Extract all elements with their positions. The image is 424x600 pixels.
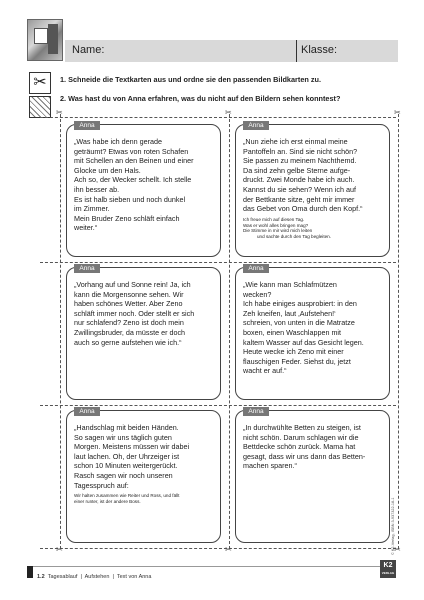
footer-breadcrumb: 1.2 Tagesablauf | Aufstehen | Text von Anna <box>37 574 152 580</box>
breadcrumb-item: Aufstehen <box>84 574 110 580</box>
reading-icon <box>29 96 51 118</box>
card-poem: Ich freue mich auf diesen Tag. Was er wohl alles bringen mag? Die Stimme in mir wird mich leiten und sachte durch den Tag begleiten. <box>243 216 331 240</box>
card-tag: Anna <box>243 121 269 130</box>
card-motto: Wir halten zusammen wie Reiter und Ross, und fällt einer runter, ist der andere Boss. <box>74 493 180 504</box>
card-text: „Nun ziehe ich erst einmal meine Pantoffeln an. Sind sie nicht schön? Sie passen zu meinem Nachthemd. Da sind zehn gelbe Sterne aufge- druckt. Zwei Monde habe ich auch. Kannst du sie sehen? Wenn ich auf der Bettkante sitze, geht mir immer das Gebet von Oma durch den Kopf.“ Ich freue mich auf diesen Tag. Was er wohl alles bringen mag? Die Stimme in mir wird mich leiten und sachte durch den Tag begleiten. <box>243 137 383 240</box>
logo-sub: VERLAG <box>381 571 395 575</box>
card-tag: Anna <box>243 407 269 416</box>
cut-line <box>40 548 396 549</box>
breadcrumb-item: Text von Anna <box>116 574 152 580</box>
footer-rule <box>27 566 380 567</box>
copyright-note: © K2-Verlag, ISBN 3-937322-18-1 <box>391 497 395 555</box>
card-text: „In durchwühlte Betten zu steigen, ist nicht schön. Darum schlagen wir die Bettdecke schön zurück. Mama hat gesagt, dass wir uns dann das Betten- machen sparen.“ <box>243 423 366 471</box>
text-card <box>66 410 221 543</box>
header-illustration <box>27 19 63 61</box>
footer-mark <box>27 566 33 578</box>
card-tag: Anna <box>74 407 100 416</box>
logo-main: K2 <box>383 562 393 569</box>
publisher-logo <box>380 560 396 578</box>
page-number: 1.2 <box>37 574 45 580</box>
card-text: „Vorhang auf und Sonne rein! Ja, ich kann die Morgensonne sehen. Wir haben schönes Wetter. Aber Zeno schläft immer noch. Oder stellt er sich nur schlafend? Zeno ist doch mein Zwillingsbruder, da müsste er doch auch so gerne aufstehen wie ich.“ <box>74 280 195 347</box>
card-text: „Handschlag mit beiden Händen. So sagen wir uns täglich guten Morgen. Meistens müssen wir dabei laut lachen. Oh, der Uhrzeiger ist schon 10 Minuten weitergerückt. Rasch sagen wir noch unseren Tagesspruch auf: Wir halten zusammen wie Reiter und Ross, und fällt einer runter, ist der andere Boss. <box>74 423 214 505</box>
scissors-mark-icon: ✂ <box>225 108 232 117</box>
breadcrumb-item: Tagesablauf <box>47 574 78 580</box>
card-tag: Anna <box>74 121 100 130</box>
card-tag: Anna <box>243 264 269 273</box>
cut-line <box>398 114 399 549</box>
cut-line <box>40 405 396 406</box>
card-text: „Wie kann man Schlafmützen wecken? Ich habe einiges ausprobiert: in den Zeh kneifen, laut ‚Aufstehen!‘ schreien, von unten in die Matratze boxen, einen Waschlappen mit kaltem Wasser auf das Gesicht legen. Heute wecke ich Zeno mit einer flauschigen Feder. Siehst du, jetzt wacht er auf.“ <box>243 280 364 376</box>
scissors-icon: ✂ <box>29 72 51 94</box>
scissors-mark-icon: ✂ <box>56 545 63 554</box>
cut-line <box>229 114 230 549</box>
scissors-mark-icon: ✂ <box>56 108 63 117</box>
name-class-bar <box>65 40 398 62</box>
task-2: 2. Was hast du von Anna erfahren, was du nicht auf den Bildern sehen konntest? <box>60 94 341 103</box>
text-card <box>235 410 390 543</box>
name-label: Name: <box>72 44 105 56</box>
cut-line <box>40 262 396 263</box>
field-divider <box>296 40 297 62</box>
task-1: 1. Schneide die Textkarten aus und ordne sie den passenden Bildkarten zu. <box>60 75 321 84</box>
cut-line <box>60 114 61 549</box>
scissors-mark-icon: ✂ <box>394 545 401 554</box>
text-card <box>66 124 221 257</box>
klasse-label: Klasse: <box>301 44 338 56</box>
scissors-mark-icon: ✂ <box>394 108 401 117</box>
cut-line <box>40 117 396 118</box>
text-card <box>235 124 390 257</box>
scissors-mark-icon: ✂ <box>225 545 232 554</box>
card-text: „Was habe ich denn gerade geträumt? Etwas von roten Schafen mit Schellen an den Beinen und einer Glocke um den Hals. Ach so, der Wecker schellt. Ich stelle ihn besser ab. Es ist halb sieben und noch dunkel im Zimmer. Mein Bruder Zeno schläft einfach weiter.“ <box>74 137 194 233</box>
card-tag: Anna <box>74 264 100 273</box>
text-card <box>66 267 221 400</box>
text-card <box>235 267 390 400</box>
